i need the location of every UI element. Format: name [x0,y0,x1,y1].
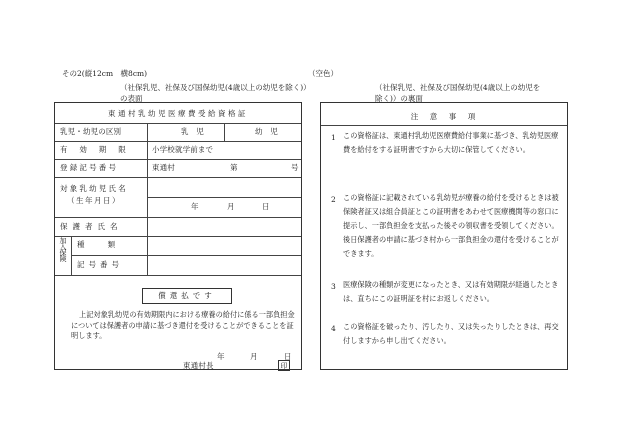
issue-month: 月 [250,352,258,361]
size-note: その2(縦12cm 横8cm) [62,69,148,78]
infant-option: 乳 児 [181,127,204,136]
blank-note: （空色） [308,69,338,78]
registration-label: 登録記号番号 [60,163,119,172]
insurance-type-label: 種 類 [77,240,116,249]
note-4-number: 4 [331,324,336,333]
registration-village: 東通村 [152,163,175,172]
mayor-label: 東通村長 [183,361,214,370]
guardian-label: 保護者氏名 [60,222,123,231]
front-card [54,102,302,370]
issue-day: 日 [284,352,292,361]
reimbursement-stamp-text: 償還払です [158,291,216,300]
seal-text: 印 [280,362,288,370]
toddler-option: 幼 児 [255,127,278,136]
note-2-text: この資格証に記載されている乳幼児が療養の給付を受けるときは被保険者証又は組合員証とこの証明書をあわせて医療機関等の窓口に提示し、一部負担金を支払った後その領収書を受領してください。後日保護者の申請に基づき村から一部負担金の還付を受けることができます。 [343,193,559,258]
front-caption: （社保乳児、社保及び国保幼児(4歳以上の幼児を除く)）の表面 [120,83,307,103]
note-2-number: 2 [331,195,336,204]
registration-dai: 第 [230,163,238,172]
child-name-label: 対象乳幼児氏名 [60,184,128,193]
registration-go: 号 [291,163,299,172]
validity-value: 小学校就学前まで [152,145,214,154]
issue-year: 年 [217,352,225,361]
back-card [320,102,568,370]
note-3-number: 3 [331,282,336,291]
certification-text: 上記対象乳幼児の有効期限内における療養の給付に係る一部負担金については保護者の申請に基づき還付を受けることができることを証明します。 [71,310,295,340]
insurance-label: 加入保険 [59,237,67,261]
reimbursement-stamp [142,288,232,304]
kubun-label: 乳児・幼児の区別 [60,127,122,136]
insurance-code-label: 記号番号 [77,260,123,269]
note-1-number: 1 [331,133,336,142]
birth-label: （生年月日） [67,196,121,205]
note-3-text: 医療保険の種類が変更になったとき、又は有効期限が経過したときは、直ちにこの証明証を村にお返しください。 [343,280,559,303]
birth-month: 月 [227,202,235,211]
front-title: 東通村乳幼児医療費受給資格証 [108,109,248,118]
note-1-text: この資格証は、東通村乳幼児医療費給付事業に基づき、乳幼児医療費を給付をする証明書ですから大切に保管してください。 [343,131,559,154]
back-title: 注 意 事 項 [410,112,478,121]
note-4-text: この資格証を破ったり、汚したり、又は失ったりしたときは、再交付しますから申し出てください。 [343,322,559,345]
birth-day: 日 [262,202,270,211]
back-caption: （社保乳児、社保及び国保幼児(4歳以上の幼児を除く)）の裏面 [375,83,541,103]
seal-box [278,360,290,371]
validity-label: 有 効 期 限 [60,145,128,154]
birth-year: 年 [191,202,199,211]
